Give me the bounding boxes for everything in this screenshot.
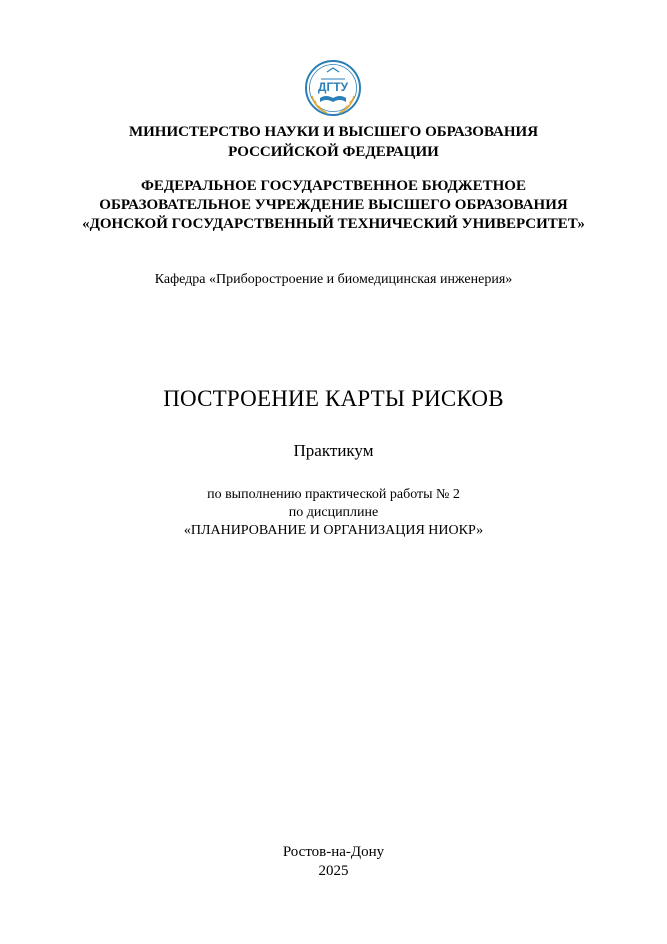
university-line: ОБРАЗОВАТЕЛЬНОЕ УЧРЕЖДЕНИЕ ВЫСШЕГО ОБРАЗОВАНИЯ bbox=[99, 197, 568, 213]
publication-city: Ростов-на-Дону bbox=[282, 844, 385, 860]
document-title: ПОСТРОЕНИЕ КАРТЫ РИСКОВ bbox=[163, 386, 504, 411]
publication-footer bbox=[0, 843, 667, 881]
publication-year: 2025 bbox=[318, 863, 349, 879]
ministry-line: РОССИЙСКОЙ ФЕДЕРАЦИИ bbox=[228, 144, 439, 160]
ministry-line: МИНИСТЕРСТВО НАУКИ И ВЫСШЕГО ОБРАЗОВАНИЯ bbox=[128, 124, 539, 140]
logo-text: ДГТУ bbox=[317, 80, 349, 94]
purpose-line: по дисциплине bbox=[288, 505, 379, 520]
department-name: Кафедра «Приборостроение и биомедицинская инженерия» bbox=[154, 272, 513, 287]
purpose-line: «ПЛАНИРОВАНИЕ И ОРГАНИЗАЦИЯ НИОКР» bbox=[183, 523, 484, 538]
university-line: ФЕДЕРАЛЬНОЕ ГОСУДАРСТВЕННОЕ БЮДЖЕТНОЕ bbox=[141, 178, 526, 194]
document-purpose bbox=[0, 486, 667, 540]
ministry-heading bbox=[0, 122, 667, 162]
document-subtitle: Практикум bbox=[293, 441, 374, 460]
purpose-line: по выполнению практической работы № 2 bbox=[207, 487, 460, 502]
university-line: «ДОНСКОЙ ГОСУДАРСТВЕННЫЙ ТЕХНИЧЕСКИЙ УНИВЕРСИТЕТ» bbox=[82, 216, 585, 232]
university-heading bbox=[0, 177, 667, 234]
university-logo bbox=[303, 58, 363, 118]
